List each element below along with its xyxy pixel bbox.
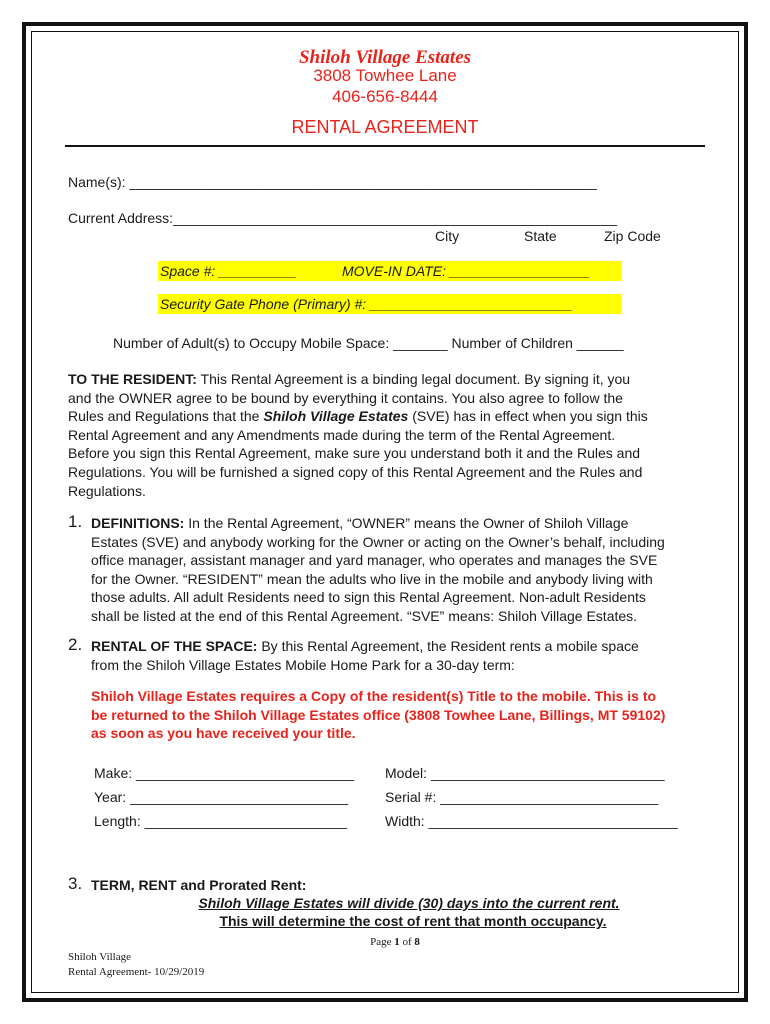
address-line: _________________________________________________________ [173,210,617,226]
make-field[interactable]: Make: ____________________________ [94,765,355,781]
section-1-line: for the Owner. “RESIDENT” mean the adults who live in the mobile and anybody living with [91,570,653,587]
names-field[interactable] [68,174,597,190]
section-2-line: By this Rental Agreement, the Resident rents a mobile space [257,638,639,654]
section-3-heading: TERM, RENT and Prorated Rent: [91,877,307,893]
section-1-line: office manager, assistant manager and yard manager, who operates and manages the SVE [91,552,658,569]
section-1-line: In the Rental Agreement, “OWNER” means the Owner of Shiloh Village [184,515,629,531]
title-notice-line: Shiloh Village Estates requires a Copy of the resident(s) Title to the mobile. This is to [91,688,657,704]
section-3-number: 3. [68,874,83,893]
section-2-rental [91,637,711,674]
zip-label: Zip Code [604,228,661,244]
title-notice-line: be returned to the Shiloh Village Estates office (3808 Towhee Lane, Billings, MT 59102) [91,706,666,723]
move-in-date-field[interactable]: MOVE-IN DATE: __________________ [342,263,591,279]
section-3-line-1: Shiloh Village Estates will divide (30) days into the current rent. [198,895,620,911]
resident-notice-line: Rules and Regulations that the [68,408,264,425]
header-rule [65,145,705,147]
resident-notice-line: (SVE) has in effect when you sign this [412,408,648,425]
resident-notice-line: Before you sign this Rental Agreement, make sure you understand both it and the Rules and [68,445,641,462]
resident-notice-heading: TO THE RESIDENT: [68,371,197,387]
model-field[interactable]: Model: ______________________________ [385,765,665,781]
footer-line: Shiloh Village [68,951,131,963]
serial-field[interactable]: Serial #: ____________________________ [385,789,659,805]
resident-notice-line: Rental Agreement and any Amendments made during the term of the Rental Agreement. [68,426,616,443]
year-field[interactable]: Year: ____________________________ [94,789,349,805]
security-gate-phone-field[interactable]: Security Gate Phone (Primary) #: __________________________ [160,296,573,312]
length-field[interactable]: Length: __________________________ [94,813,348,829]
resident-notice-emphasis: Shiloh Village Estates [263,408,409,425]
park-name: Shiloh Village Estates [298,47,472,68]
park-phone: 406-656-8444 [332,87,438,106]
address-label: Current Address: [68,210,174,226]
section-1-number: 1. [68,512,83,531]
names-label: Name(s): [68,174,126,190]
page-of: of [399,936,415,948]
resident-notice [68,370,708,500]
title-copy-notice [91,687,711,743]
footer-info [68,950,204,980]
resident-notice-line: Regulations. [68,482,146,499]
occupants-field[interactable]: Number of Adult(s) to Occupy Mobile Space: _______ Number of Children ______ [113,335,624,351]
resident-notice-line: This Rental Agreement is a binding legal document. By signing it, you [196,371,631,387]
section-1-line: shall be listed at the end of this Rental Agreement. “SVE” means: Shiloh Village Estates. [91,607,638,624]
page-prefix: Page [370,936,395,948]
document-title: RENTAL AGREEMENT [291,117,479,137]
park-address: 3808 Towhee Lane [313,66,457,85]
address-field[interactable] [68,210,617,226]
section-1-heading: DEFINITIONS: [91,515,185,531]
names-line: ____________________________________________________________ [129,174,597,190]
page-current: 1 [394,936,400,948]
section-2-line: from the Shiloh Village Estates Mobile Home Park for a 30-day term: [91,656,515,673]
state-label: State [524,228,557,244]
section-2-number: 2. [68,635,83,654]
width-field[interactable]: Width: ________________________________ [385,813,678,829]
section-1-definitions [91,514,711,626]
space-number-field[interactable]: Space #: __________ [160,263,298,279]
section-3-line-2: This will determine the cost of rent that month occupancy. [219,913,607,929]
city-label: City [435,228,460,244]
page-total: 8 [414,936,420,948]
footer-line: Rental Agreement- 10/29/2019 [68,966,205,978]
section-1-line: Estates (SVE) and anybody working for the Owner or acting on the Owner’s behalf, including [91,533,665,550]
page-number [0,935,770,950]
section-2-heading: RENTAL OF THE SPACE: [91,638,258,654]
section-1-line: those adults. All adult Residents need to sign this Rental Agreement. Non-adult Residents [91,589,646,606]
title-notice-line: as soon as you have received your title. [91,725,356,742]
resident-notice-line: and the OWNER agree to be bound by everything it contains. You also agree to follow the [68,389,623,406]
resident-notice-line: Regulations. You will be furnished a signed copy of this Rental Agreement and the Rules and [68,463,643,480]
